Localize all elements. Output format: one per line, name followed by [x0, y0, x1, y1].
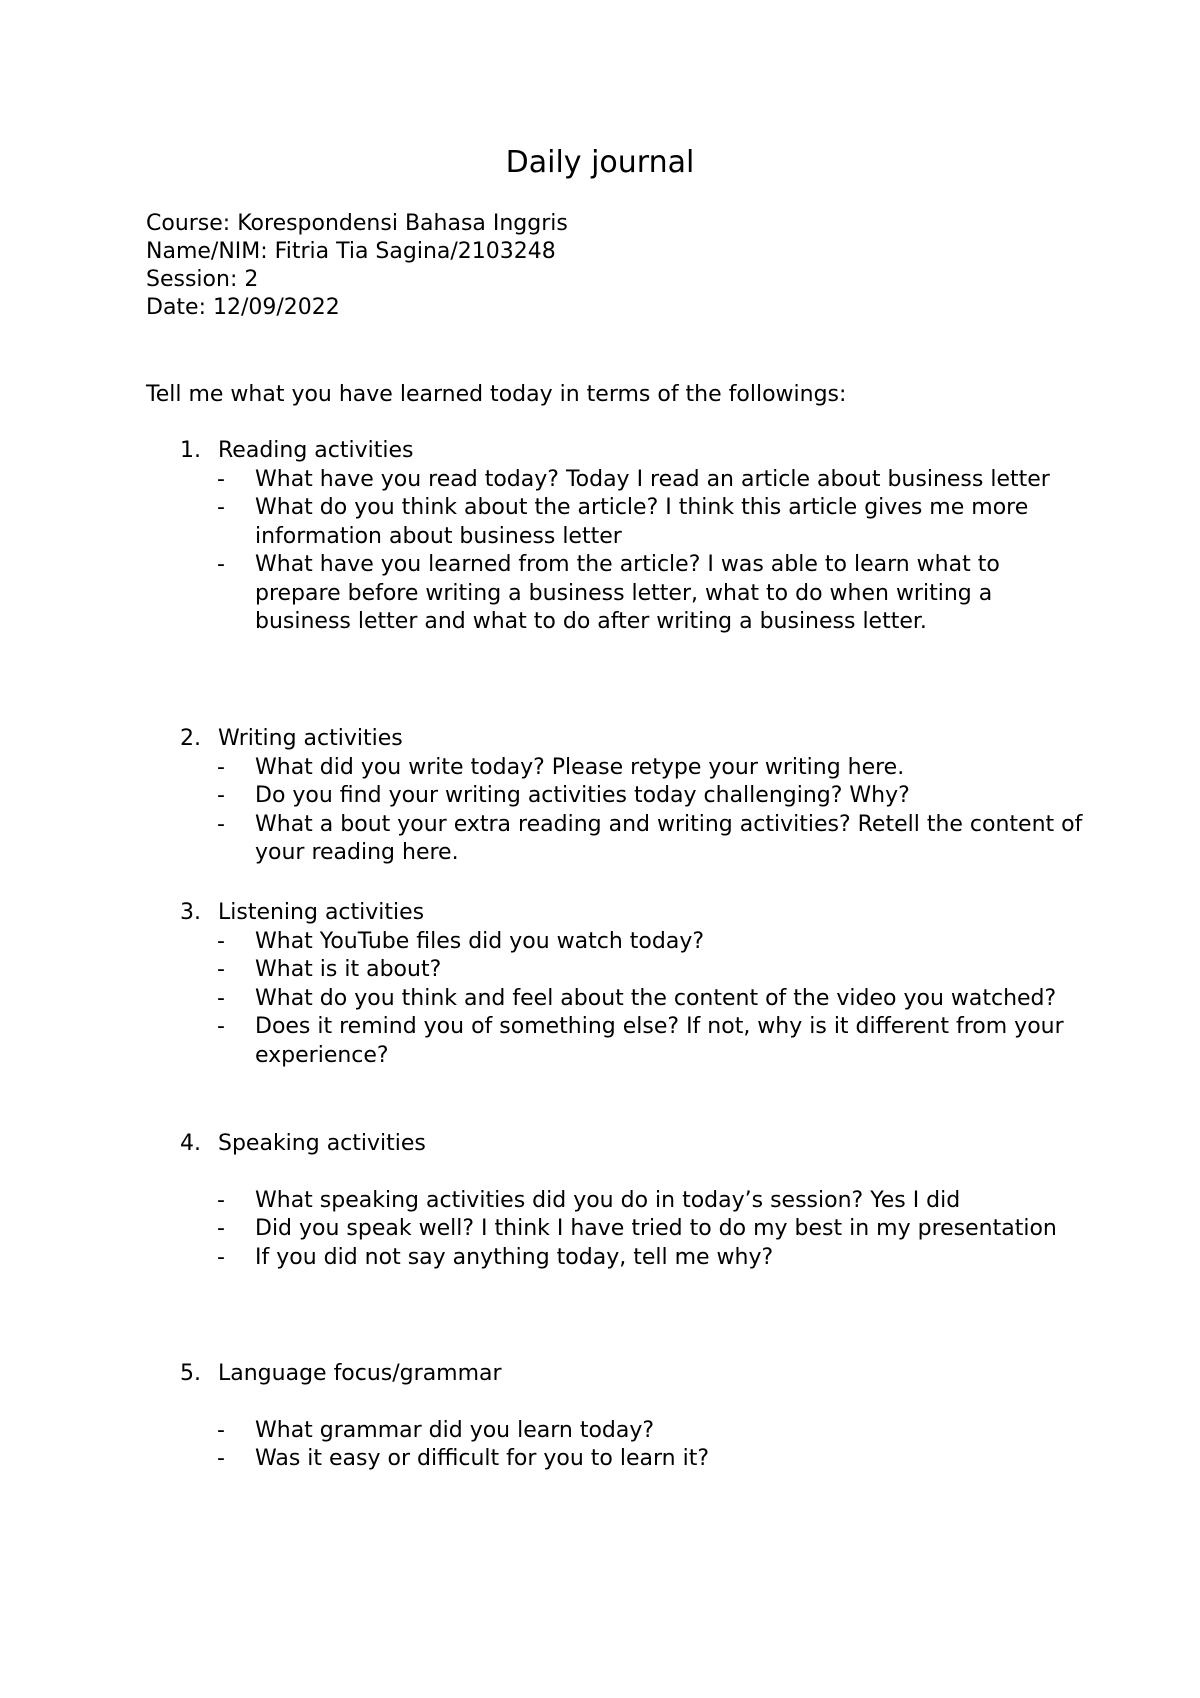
item-text: What do you think about the article? I think this article gives me more information about business letter: [255, 495, 1029, 549]
list-item: [0, 782, 1085, 811]
session-line: Session: 2: [146, 267, 259, 292]
item-text: What speaking activities did you do in today’s session? Yes I did: [255, 1187, 961, 1213]
list-item: [0, 1187, 1085, 1216]
list-item: [0, 956, 1085, 985]
dash-bullet: -: [217, 466, 225, 492]
dash-bullet: -: [217, 1216, 225, 1241]
section-reading: [0, 437, 1200, 637]
question-list: [0, 1187, 1200, 1273]
list-item: [0, 754, 1085, 783]
section-grammar: [0, 1360, 1200, 1474]
section-heading: [0, 1130, 1200, 1159]
name-nim-line: Name/NIM: Fitria Tia Sagina/2103248: [146, 239, 556, 264]
question-list: [0, 928, 1200, 1071]
list-item: [0, 811, 1085, 868]
section-listening: [0, 899, 1200, 1070]
section-heading: [0, 1360, 1200, 1389]
item-text: What have you read today? Today I read an article about business letter: [255, 466, 1050, 492]
dash-bullet: -: [217, 1014, 225, 1039]
item-text: Do you find your writing activities today challenging? Why?: [255, 783, 910, 808]
section-title: Language focus/grammar: [218, 1361, 502, 1386]
section-number: 1.: [180, 438, 201, 463]
list-item: [0, 1013, 1085, 1070]
list-item: [0, 551, 1085, 637]
dash-bullet: -: [217, 552, 225, 577]
dash-bullet: -: [217, 1446, 225, 1471]
question-list: [0, 754, 1200, 868]
date-line: Date: 12/09/2022: [146, 295, 340, 320]
list-item: [0, 1445, 1085, 1474]
dash-bullet: -: [217, 957, 225, 982]
section-title: Speaking activities: [218, 1131, 426, 1156]
list-item: [0, 985, 1085, 1014]
item-text: Was it easy or difficult for you to learn it?: [255, 1446, 709, 1471]
section-title: Listening activities: [218, 900, 425, 925]
intro-prompt: Tell me what you have learned today in terms of the followings:: [146, 382, 847, 407]
item-text: What a bout your extra reading and writing activities? Retell the content of your reading here.: [255, 811, 1083, 865]
list-item: [0, 494, 1085, 551]
dash-bullet: -: [217, 754, 225, 780]
section-heading: [0, 437, 1200, 466]
section-heading: [0, 899, 1200, 928]
section-speaking: [0, 1130, 1200, 1272]
section-title: Writing activities: [218, 726, 403, 751]
list-item: [0, 1417, 1085, 1446]
item-text: What grammar did you learn today?: [255, 1417, 655, 1443]
list-item: [0, 1244, 1085, 1273]
dash-bullet: -: [217, 1187, 225, 1213]
question-list: [0, 466, 1200, 637]
section-heading: [0, 725, 1200, 754]
dash-bullet: -: [217, 928, 225, 954]
item-text: What did you write today? Please retype your writing here.: [255, 754, 905, 780]
section-number: 5.: [180, 1361, 201, 1386]
question-list: [0, 1417, 1200, 1474]
dash-bullet: -: [217, 985, 225, 1011]
list-item: [0, 1215, 1085, 1244]
list-item: [0, 928, 1085, 957]
dash-bullet: -: [217, 811, 225, 837]
item-text: What have you learned from the article? I was able to learn what to prepare before writing a business letter, what to do when writing a business letter and what to do after writing a business letter.: [255, 552, 1000, 634]
item-text: What do you think and feel about the content of the video you watched?: [255, 985, 1057, 1011]
dash-bullet: -: [217, 783, 225, 808]
item-text: Does it remind you of something else? If not, why is it different from your experience?: [255, 1014, 1064, 1068]
item-text: Did you speak well? I think I have tried to do my best in my presentation: [255, 1216, 1057, 1241]
document-title: Daily journal: [505, 145, 695, 180]
item-text: What is it about?: [255, 957, 442, 982]
section-number: 2.: [180, 726, 201, 751]
section-title: Reading activities: [218, 438, 414, 463]
section-writing: [0, 725, 1200, 868]
item-text: If you did not say anything today, tell me why?: [255, 1244, 774, 1270]
course-line: Course: Korespondensi Bahasa Inggris: [146, 211, 568, 236]
dash-bullet: -: [217, 495, 225, 520]
section-number: 4.: [180, 1131, 201, 1156]
journal-info: [146, 210, 568, 322]
list-item: [0, 466, 1085, 495]
dash-bullet: -: [217, 1417, 225, 1443]
section-number: 3.: [180, 900, 201, 925]
item-text: What YouTube files did you watch today?: [255, 928, 705, 954]
dash-bullet: -: [217, 1244, 225, 1270]
